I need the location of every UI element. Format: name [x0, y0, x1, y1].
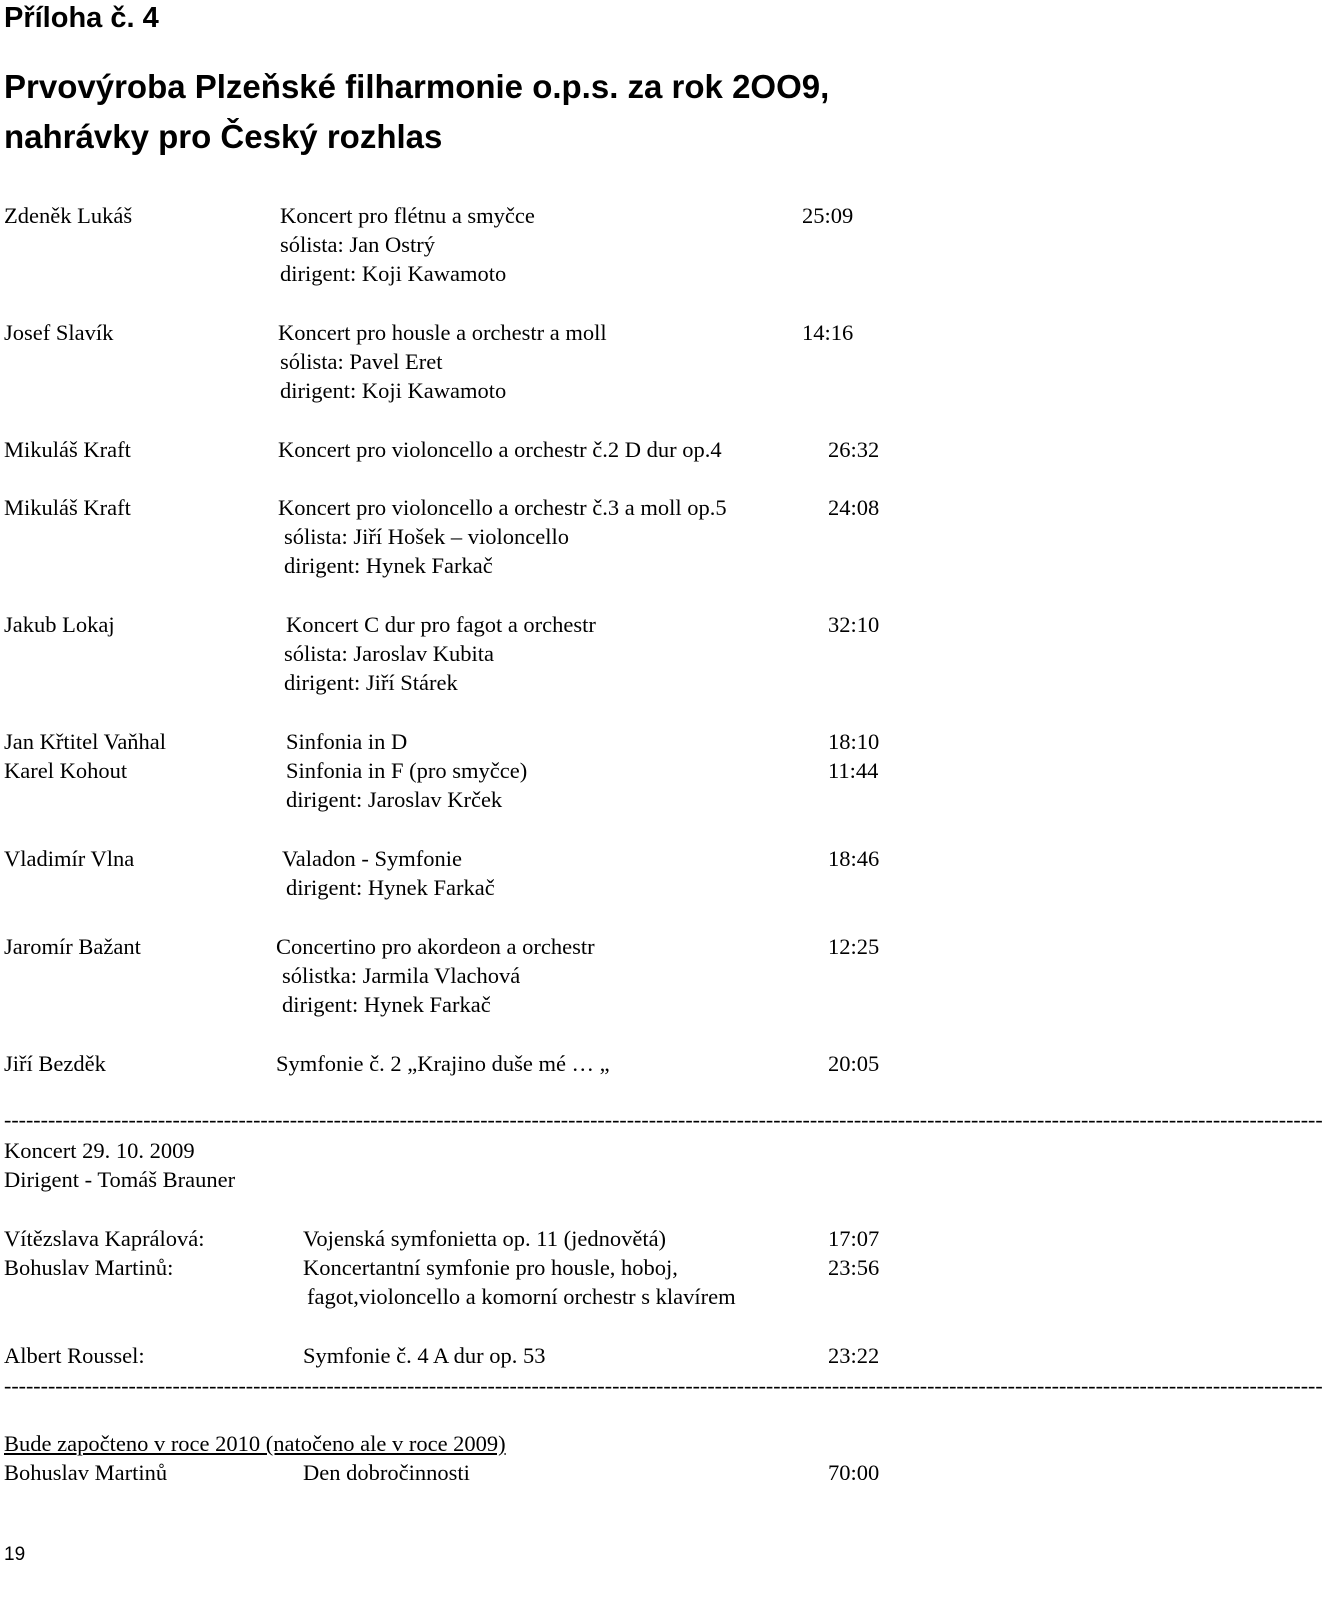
recording-conductor: dirigent: Hynek Farkač [284, 553, 493, 578]
concert-work-continued: fagot,violoncello a komorní orchestr s klavírem [307, 1284, 736, 1309]
recording-composer: Jiří Bezděk [4, 1051, 106, 1076]
separator-line: ------------------------------------------------------------------------------------------------------------------------------------------------------------------------------------ [4, 1373, 1323, 1398]
recording-composer: Jan Křtitel Vaňhal [4, 729, 167, 754]
recording-conductor: dirigent: Koji Kawamoto [280, 261, 507, 286]
concert-composer: Bohuslav Martinů: [4, 1255, 174, 1280]
recording-conductor: dirigent: Hynek Farkač [282, 992, 491, 1017]
recording-duration: 18:10 [828, 729, 880, 754]
recording-composer: Vladimír Vlna [4, 846, 135, 871]
recording-duration: 14:16 [802, 320, 854, 345]
concert-duration: 17:07 [828, 1226, 880, 1251]
recording-soloist: sólista: Pavel Eret [280, 349, 443, 374]
recording-duration: 32:10 [828, 612, 880, 637]
recording-work: Koncert pro violoncello a orchestr č.3 a moll op.5 [278, 495, 727, 520]
concert-work: Symfonie č. 4 A dur op. 53 [303, 1343, 546, 1368]
recording-work: Koncert pro flétnu a smyčce [280, 203, 535, 228]
recording-work: Koncert pro violoncello a orchestr č.2 D dur op.4 [278, 437, 722, 462]
concert-duration: 23:56 [828, 1255, 880, 1280]
page-title [4, 62, 829, 162]
page-title-line-1: Prvovýroba Plzeňské filharmonie o.p.s. za rok 2OO9, [4, 68, 830, 105]
concert-work: Vojenská symfonietta op. 11 (jednovětá) [303, 1226, 667, 1251]
concert-composer: Albert Roussel: [4, 1343, 145, 1368]
concert-composer: Vítězslava Kaprálová: [4, 1226, 205, 1251]
recording-work: Koncert C dur pro fagot a orchestr [286, 612, 596, 637]
recording-conductor: dirigent: Jaroslav Krček [286, 787, 503, 812]
page-title-line-2: nahrávky pro Český rozhlas [4, 118, 443, 155]
page-number: 19 [4, 1544, 26, 1565]
recording-conductor: dirigent: Jiří Stárek [284, 670, 458, 695]
recording-conductor: dirigent: Hynek Farkač [286, 875, 495, 900]
recording-work: Sinfonia in D [286, 729, 408, 754]
concert-work: Koncertantní symfonie pro housle, hoboj, [303, 1255, 678, 1280]
recording-work: Concertino pro akordeon a orchestr [276, 934, 595, 959]
recording-work: Koncert pro housle a orchestr a moll [278, 320, 607, 345]
recording-soloist: sólista: Jaroslav Kubita [284, 641, 494, 666]
recording-composer: Jaromír Bažant [4, 934, 141, 959]
recording-work: Symfonie č. 2 „Krajino duše mé … „ [276, 1051, 610, 1076]
recording-work: Sinfonia in F (pro smyčce) [286, 758, 528, 783]
recording-soloist: sólista: Jiří Hošek – violoncello [284, 524, 569, 549]
recording-duration: 20:05 [828, 1051, 880, 1076]
recording-composer: Jakub Lokaj [4, 612, 115, 637]
recording-duration: 11:44 [828, 758, 879, 783]
recording-composer: Mikuláš Kraft [4, 495, 131, 520]
next-year-heading: Bude započteno v roce 2010 (natočeno ale v roce 2009) [4, 1431, 506, 1456]
recording-composer: Zdeněk Lukáš [4, 203, 133, 228]
recording-duration: 12:25 [828, 934, 880, 959]
attachment-label: Příloha č. 4 [4, 2, 159, 34]
recording-duration: 24:08 [828, 495, 880, 520]
recording-composer: Josef Slavík [4, 320, 114, 345]
recording-composer: Mikuláš Kraft [4, 437, 131, 462]
next-year-composer: Bohuslav Martinů [4, 1460, 168, 1485]
recording-duration: 18:46 [828, 846, 880, 871]
recording-conductor: dirigent: Koji Kawamoto [280, 378, 507, 403]
recording-duration: 26:32 [828, 437, 880, 462]
recording-work: Valadon - Symfonie [282, 846, 462, 871]
recording-soloist: sólista: Jan Ostrý [280, 232, 435, 257]
recording-soloist: sólistka: Jarmila Vlachová [282, 963, 521, 988]
next-year-work: Den dobročinnosti [303, 1460, 470, 1485]
recording-duration: 25:09 [802, 203, 854, 228]
concert-conductor: Dirigent - Tomáš Brauner [4, 1167, 236, 1192]
separator-line: ------------------------------------------------------------------------------------------------------------------------------------------------------------------------------------ [4, 1107, 1323, 1132]
concert-date: Koncert 29. 10. 2009 [4, 1138, 195, 1163]
next-year-duration: 70:00 [828, 1460, 880, 1485]
recording-composer: Karel Kohout [4, 758, 128, 783]
concert-duration: 23:22 [828, 1343, 880, 1368]
